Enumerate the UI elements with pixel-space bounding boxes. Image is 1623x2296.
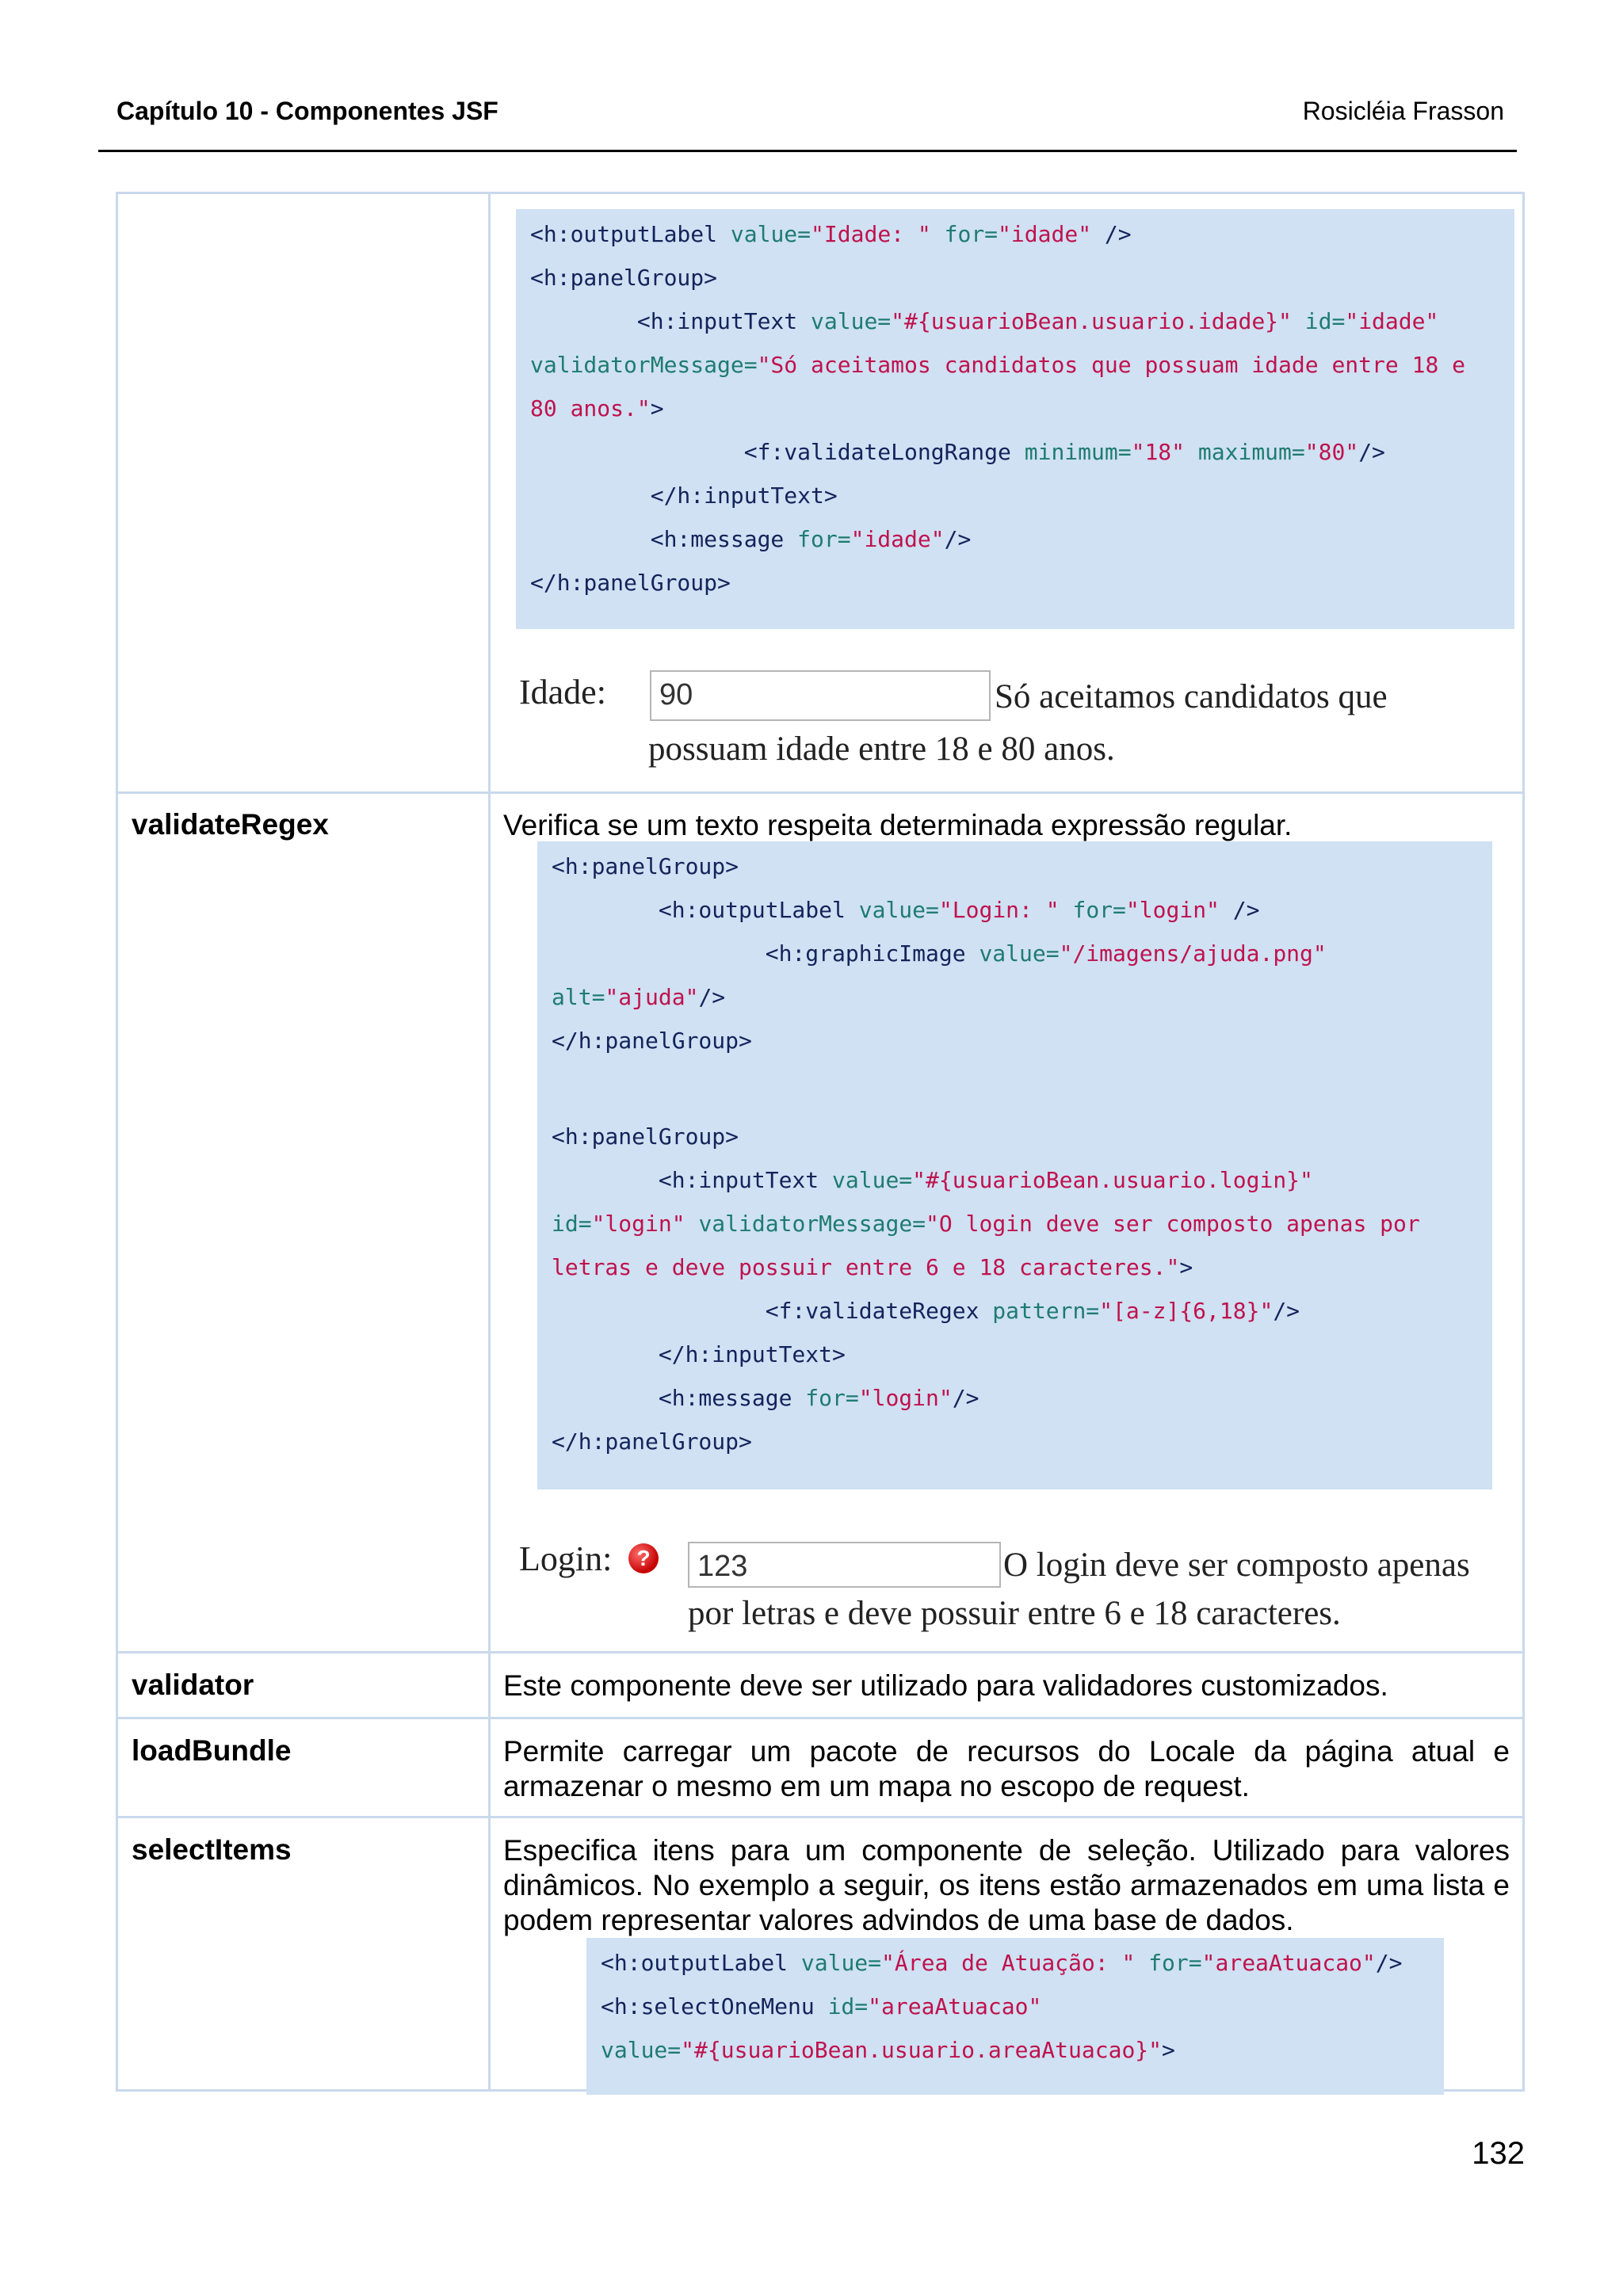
row-divider <box>116 1816 1525 1818</box>
code-line: <h:panelGroup> <box>552 853 739 879</box>
column-divider <box>488 192 491 2092</box>
code-line: </h:panelGroup> <box>530 570 731 596</box>
code-line: <h:selectOneMenu id="areaAtuacao" <box>601 1993 1042 2019</box>
header-rule <box>98 150 1517 152</box>
term-validateRegex: validateRegex <box>132 808 329 841</box>
code-line: </h:inputText> <box>552 1341 846 1367</box>
code-line: </h:panelGroup> <box>552 1428 752 1455</box>
description-loadBundle: Permite carregar um pacote de recursos do Locale da página atual e armazenar o mesmo em um mapa no escopo de request. <box>503 1735 1510 1802</box>
code-line: <h:graphicImage value="/imagens/ajuda.png" <box>552 940 1327 967</box>
description-validateRegex: Verifica se um texto respeita determinada expressão regular. <box>503 809 1293 841</box>
code-line: letras e deve possuir entre 6 e 18 caracteres."> <box>552 1254 1193 1280</box>
code-line: <h:inputText value="#{usuarioBean.usuario.idade}" id="idade" <box>530 308 1439 334</box>
code-block-area-atuacao <box>586 1938 1444 2095</box>
idade-input[interactable]: 90 <box>650 670 991 721</box>
code-line: <h:panelGroup> <box>552 1123 739 1150</box>
code-line: <h:message for="login"/> <box>552 1385 980 1411</box>
description-selectItems: Especifica itens para um componente de seleção. Utilizado para valores dinâmicos. No exemplo a seguir, os itens estão armazenados em uma lista e podem representar valores advindos de uma base de dados. <box>503 1834 1510 1936</box>
code-line: validatorMessage="Só aceitamos candidatos que possuam idade entre 18 e <box>530 352 1466 378</box>
login-error-message: O login deve ser composto apenas <box>1003 1547 1470 1584</box>
idade-label: Idade: <box>519 673 606 711</box>
code-line: </h:panelGroup> <box>552 1028 752 1054</box>
description-validator: Este componente deve ser utilizado para validadores customizados. <box>503 1669 1388 1702</box>
code-line: id="login" validatorMessage="O login deve ser composto apenas por <box>552 1211 1420 1237</box>
term-selectItems: selectItems <box>132 1833 292 1866</box>
row-divider <box>116 1651 1525 1653</box>
row-divider <box>116 791 1525 794</box>
code-line: </h:inputText> <box>530 482 838 509</box>
code-line: <h:outputLabel value="Área de Atuação: " for="areaAtuacao"/> <box>601 1950 1403 1976</box>
help-icon[interactable]: ? <box>628 1543 659 1573</box>
code-line: <f:validateRegex pattern="[a-z]{6,18}"/> <box>552 1298 1300 1324</box>
code-line: <h:outputLabel value="Login: " for="login" /> <box>552 897 1260 923</box>
code-line: <f:validateLongRange minimum="18" maximum="80"/> <box>530 439 1385 465</box>
idade-error-message: possuam idade entre 18 e 80 anos. <box>648 730 1115 768</box>
code-line: <h:inputText value="#{usuarioBean.usuario.login}" <box>552 1167 1313 1193</box>
code-line: <h:panelGroup> <box>530 265 718 291</box>
term-loadBundle: loadBundle <box>132 1734 292 1767</box>
code-line: <h:outputLabel value="Idade: " for="idade" /> <box>530 221 1132 247</box>
code-line: alt="ajuda"/> <box>552 984 726 1010</box>
code-block-idade <box>516 209 1514 629</box>
row-divider <box>116 1717 1525 1719</box>
term-validator: validator <box>132 1669 254 1701</box>
chapter-title: Capítulo 10 - Componentes JSF <box>116 97 498 125</box>
login-error-message: por letras e deve possuir entre 6 e 18 caracteres. <box>688 1595 1341 1632</box>
code-block-login <box>537 841 1492 1489</box>
page-number: 132 <box>1472 2136 1525 2171</box>
login-label: Login: <box>519 1539 613 1578</box>
author-name: Rosicléia Frasson <box>1302 97 1504 125</box>
code-line: <h:message for="idade"/> <box>530 526 972 552</box>
idade-error-message: Só aceitamos candidatos que <box>995 678 1388 715</box>
login-input[interactable]: 123 <box>688 1542 1001 1588</box>
code-line: value="#{usuarioBean.usuario.areaAtuacao}"> <box>601 2037 1175 2063</box>
code-line: 80 anos."> <box>530 395 664 421</box>
